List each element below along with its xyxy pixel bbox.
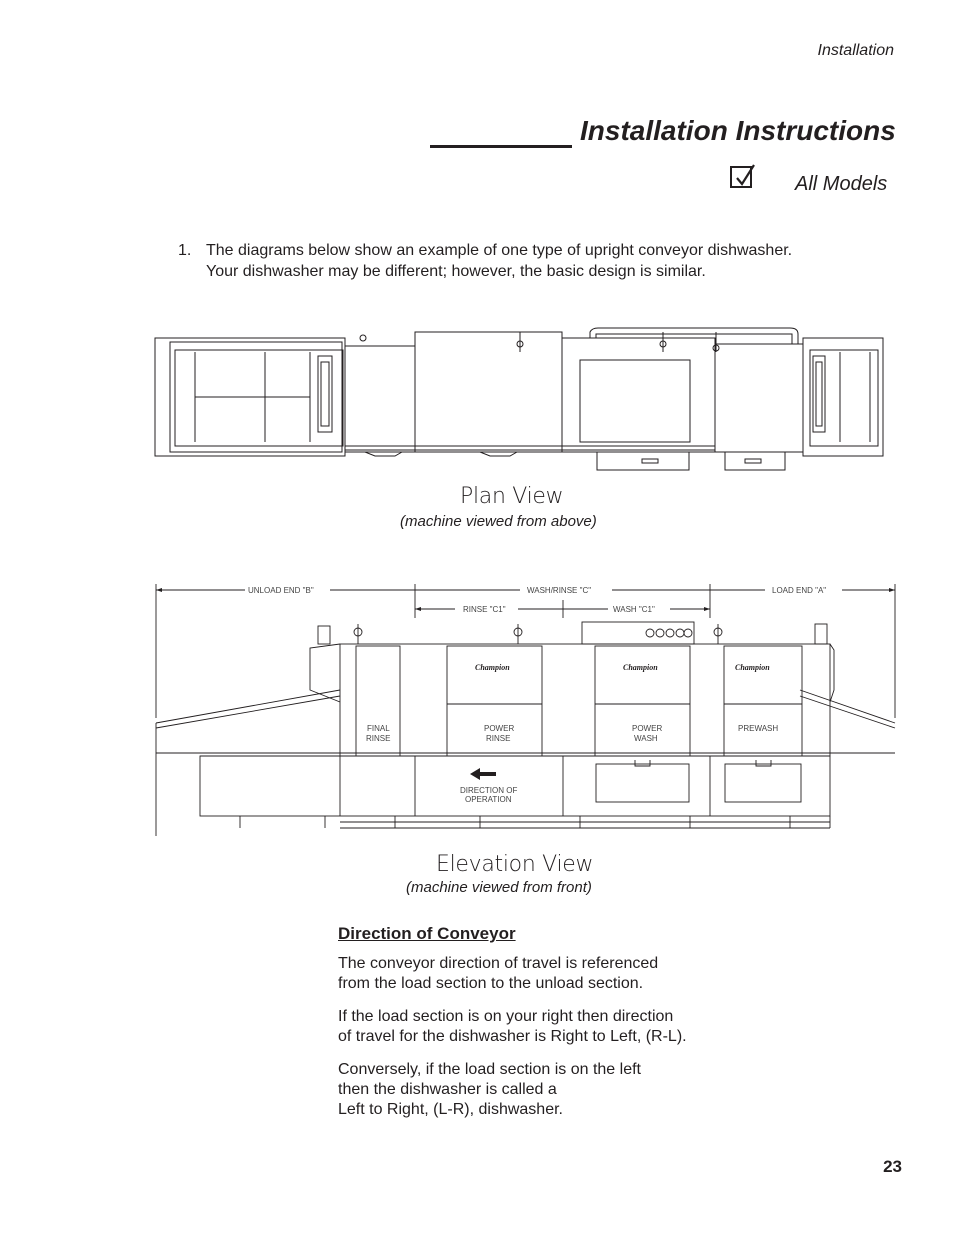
- section-power-rinse-label: RINSE: [486, 734, 511, 743]
- paragraph-line: then the dishwasher is called a: [338, 1081, 557, 1098]
- paragraph-line: If the load section is on your right then direction: [338, 1008, 674, 1025]
- step-line: The diagrams below show an example of one type of upright conveyor dishwasher.: [206, 242, 793, 259]
- section-final-rinse-label: RINSE: [366, 734, 391, 743]
- checkbox-icon: [730, 166, 752, 188]
- running-header: Installation: [817, 42, 894, 59]
- direction-label: OPERATION: [465, 795, 512, 804]
- elevation-view-diagram: [150, 578, 904, 844]
- dim-rinse-label: RINSE "C1": [463, 605, 506, 614]
- applies-to-label: All Models: [795, 173, 888, 195]
- paragraph-line: The conveyor direction of travel is referenced: [338, 955, 659, 972]
- section-prewash-label: PREWASH: [738, 724, 779, 733]
- paragraph-line: Left to Right, (L-R), dishwasher.: [338, 1101, 563, 1118]
- title-rule: [430, 145, 572, 148]
- paragraph-line: Conversely, if the load section is on the left: [338, 1061, 641, 1078]
- brand-logo: Champion: [475, 663, 510, 672]
- paragraph: [338, 1007, 738, 1047]
- dim-wash-label: WASH "C1": [613, 605, 655, 614]
- elevation-view-subtitle: (machine viewed from front): [406, 879, 592, 896]
- dim-load-label: LOAD END "A": [772, 586, 827, 595]
- paragraph-line: of travel for the dishwasher is Right to Left, (R-L).: [338, 1028, 687, 1045]
- section-power-wash-label: WASH: [634, 734, 658, 743]
- section-final-rinse-label: FINAL: [367, 724, 390, 733]
- plan-view-diagram: [150, 322, 900, 474]
- page-number: 23: [883, 1157, 902, 1176]
- step-line: Your dishwasher may be different; however, the basic design is similar.: [206, 263, 706, 280]
- section-power-wash-label: POWER: [632, 724, 663, 733]
- section-power-rinse-label: POWER: [484, 724, 515, 733]
- dim-wash-rinse-label: WASH/RINSE "C": [527, 586, 592, 595]
- brand-logo: Champion: [735, 663, 770, 672]
- brand-logo: Champion: [623, 663, 658, 672]
- dim-unload-label: UNLOAD END "B": [248, 586, 314, 595]
- direction-label: DIRECTION OF: [460, 786, 518, 795]
- page-title: Installation Instructions: [580, 115, 896, 146]
- instruction-step: [178, 240, 858, 282]
- plan-view-title: Plan View: [460, 484, 564, 509]
- step-number: 1.: [178, 242, 192, 259]
- plan-view-subtitle: (machine viewed from above): [400, 513, 597, 530]
- section-heading: Direction of Conveyor: [338, 924, 516, 943]
- elevation-view-title: Elevation View: [436, 852, 594, 877]
- paragraph-line: from the load section to the unload section.: [338, 975, 644, 992]
- paragraph: [338, 954, 738, 994]
- paragraph: [338, 1060, 738, 1120]
